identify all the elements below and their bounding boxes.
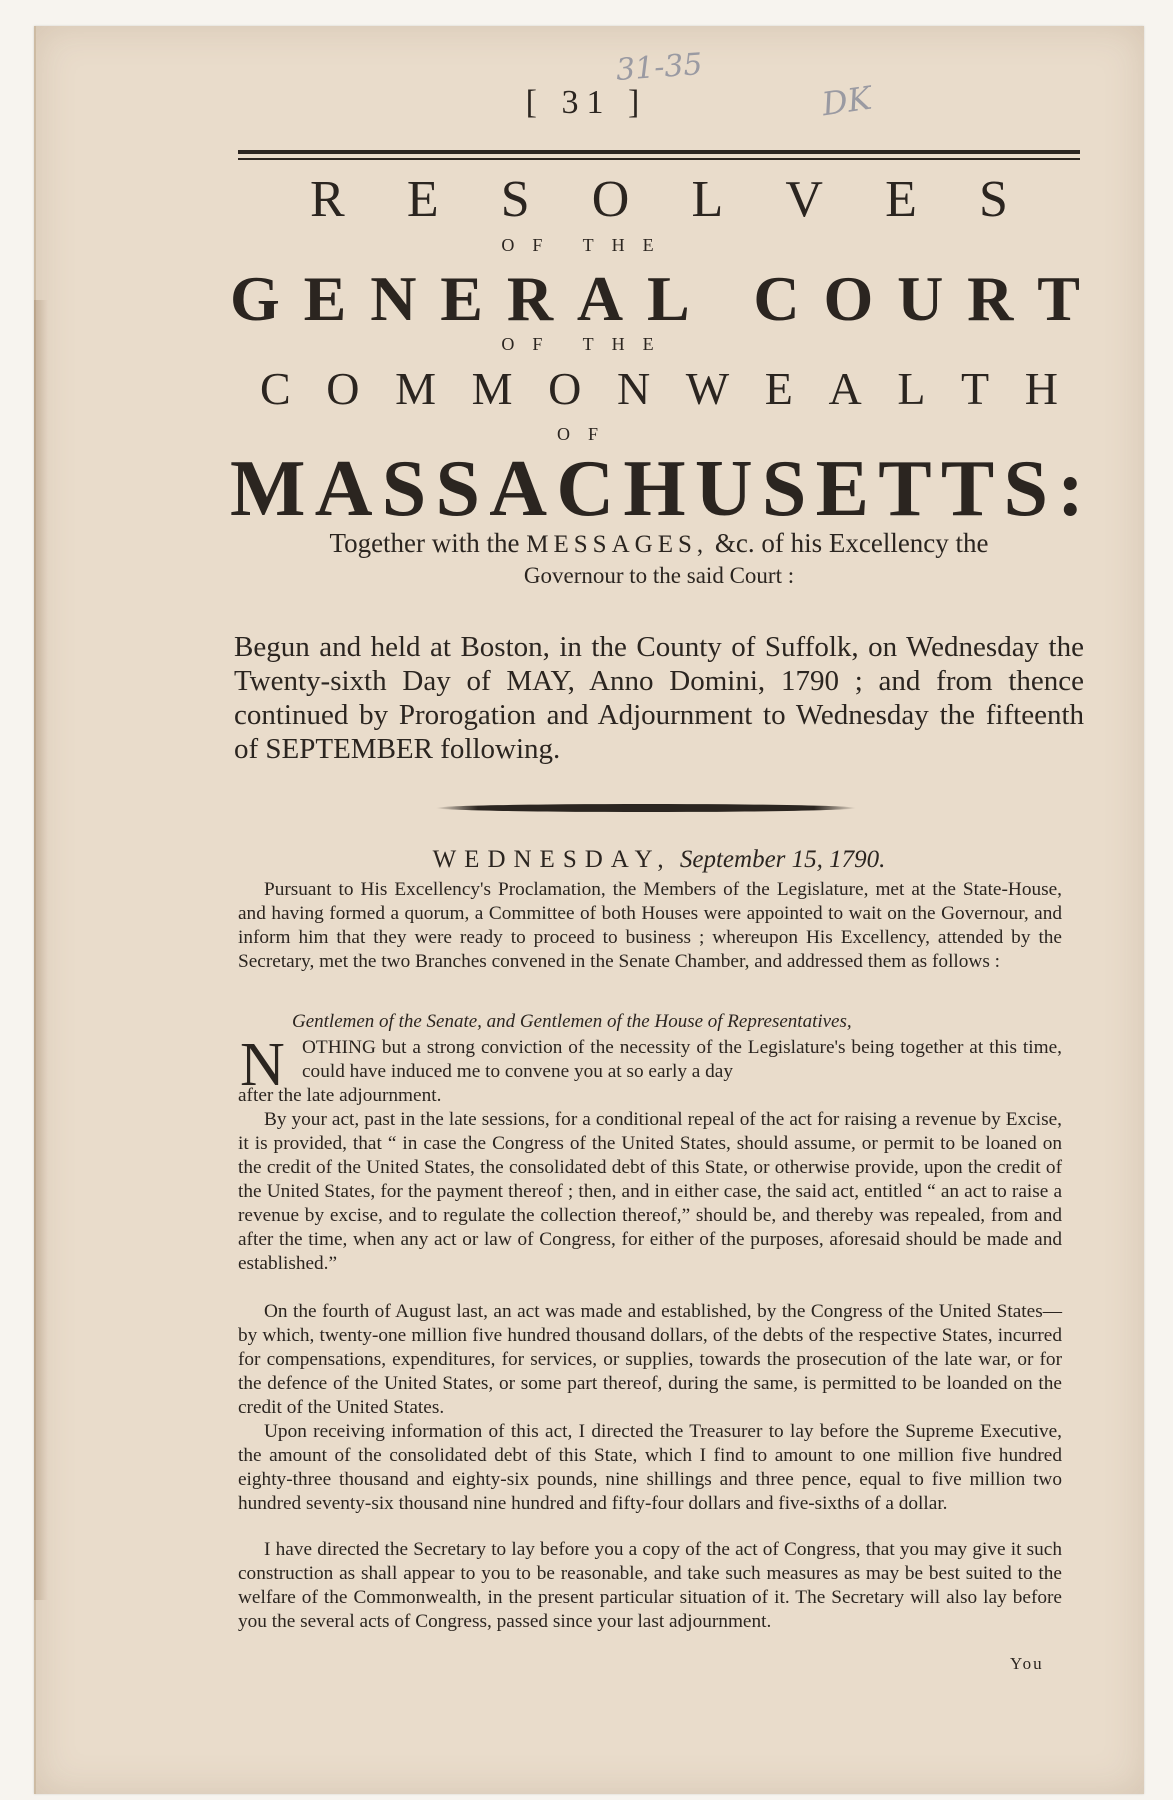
title-letter: L — [646, 263, 698, 334]
title-letter: E — [815, 445, 873, 533]
title-letter: T — [1037, 263, 1088, 334]
title-letter: C — [260, 363, 291, 414]
pencil-page-range: 31-35 — [614, 47, 704, 88]
title-letter: A — [828, 363, 862, 414]
title-letter: R — [310, 171, 345, 228]
title-letter: M — [230, 445, 310, 533]
title-letter: S — [1003, 445, 1052, 533]
title-letter: H — [1024, 363, 1058, 414]
title-letter: U — [897, 263, 952, 334]
title-space — [714, 262, 738, 336]
page-number: [ 31 ] — [525, 84, 648, 121]
title-of-the: OF THE — [501, 235, 672, 255]
salutation: Gentlemen of the Senate, and Gentlemen of the House of Representatives, — [292, 1011, 852, 1032]
title-letter: E — [303, 263, 355, 334]
catchword: You — [1010, 1654, 1044, 1673]
title-letter: O — [823, 263, 882, 334]
title-letter: S — [500, 171, 530, 228]
subtitle-together — [234, 528, 1084, 559]
title-letter: T — [940, 445, 999, 533]
title-letter: C — [753, 263, 808, 334]
double-rule — [238, 150, 1080, 160]
title-letter: G — [230, 263, 288, 334]
paragraph-secretary: I have directed the Secretary to lay before you a copy of the act of Congress, that you may give it such construction as shall appear to you to be reasonable, and take such measures as may be best suited to the welfare of the Commonwealth, in the present particular situation of it. The Secretary will also lay before you the several acts of Congress, passed since your last adjournment. — [238, 1539, 1062, 1632]
title-letter: E — [406, 171, 439, 228]
pencil-initials: DK — [819, 78, 874, 124]
title-letter: S — [381, 445, 431, 533]
title-letter: E — [764, 363, 793, 414]
title-of-the-2: OF THE — [501, 334, 672, 354]
title-letter: S — [761, 445, 811, 533]
title-letter: : — [1057, 445, 1088, 533]
title-letter: E — [885, 171, 917, 228]
title-letter: U — [694, 445, 757, 533]
day-heading-weekday: WEDNESDAY, — [432, 846, 672, 873]
paragraph-treasurer: Upon receiving information of this act, I directed the Treasurer to lay before the Supreme Executive, the amount of the consolidated debt of this State, which I find to amount to one million five hundred eighty-three thousand and eighty-six pounds, nine shillings and three pence, equal to five million two hundred seventy-six thousand nine hundred and fifty-four dollars and five-sixths of a dollar. — [238, 1421, 1062, 1514]
title-commonwealth — [230, 362, 1088, 415]
title-letter: M — [395, 363, 437, 414]
session-statement: Begun and held at Boston, in the County of Suffolk, on Wednesday the Twenty-sixth Day of MAY, Anno Domini, 1790 ; and from thence continued by Prorogation and Adjournment to Wednesday the fifteenth of SEPTEMBER following. — [234, 631, 1084, 765]
title-letter: R — [967, 263, 1022, 334]
subtitle-messages: MESSAGES, — [526, 531, 709, 558]
title-resolves — [230, 170, 1088, 229]
title-letter: S — [979, 171, 1008, 228]
title-of: OF — [556, 424, 616, 444]
title-general-court — [230, 262, 1088, 336]
title-letter: A — [576, 263, 632, 334]
subtitle-together-pre: Together with the — [329, 528, 520, 558]
day-heading-date: September 15, 1790. — [679, 846, 886, 873]
title-letter: W — [685, 363, 730, 414]
title-letter: O — [591, 171, 630, 228]
title-massachusetts — [230, 444, 1088, 535]
title-letter: L — [897, 363, 926, 414]
title-letter: T — [961, 363, 990, 414]
title-letter: L — [691, 171, 724, 228]
paper-edge-stain — [34, 300, 48, 1600]
title-letter: M — [471, 363, 513, 414]
paragraph-nothing-rest: after the late adjournment. — [238, 1085, 442, 1106]
subtitle-together-post: &c. of his Excellency the — [714, 528, 989, 558]
title-letter: O — [326, 363, 360, 414]
paragraph-proclamation: Pursuant to His Excellency's Proclamation, the Members of the Legislature, met at the State-House, and having formed a quorum, a Committee of both Houses were appointed to wait on the Governour, and inform him that they were ready to proceed to business ; whereupon His Excellency, attended by the Secretary, met the two Branches convened in the Senate Chamber, and addressed them as follows : — [238, 879, 1062, 972]
title-letter: V — [785, 171, 823, 228]
paragraph-excise-act: By your act, past in the late sessions, for a conditional repeal of the act for raising a revenue by Excise, it is provided, that “ in case the Congress of the United States, should assume, or permit to be loaned on the credit of the United States, the consolidated debt of this State, or otherwise provide, upon the credit of the United States, for the payment thereof ; then, and in either case, the said act, entitled “ an act to raise a revenue by excise, and to regulate the collection thereof,” should be, and thereby was repealed, from and after the time, when any act or law of Congress, for either of the purposes, aforesaid should be made and established.” — [238, 1109, 1062, 1274]
title-letter: N — [616, 363, 651, 414]
title-letter: S — [435, 445, 485, 533]
title-letter: N — [370, 263, 425, 334]
title-letter: E — [440, 263, 491, 334]
title-letter: A — [314, 445, 377, 533]
ornamental-rule — [436, 804, 856, 812]
drop-cap: N — [240, 1031, 285, 1099]
title-letter: C — [556, 445, 619, 533]
paragraph-nothing-first: OTHING but a strong conviction of the necessity of the Legislature's being together at this time, could have induced me to convene you at so early a day — [302, 1037, 1062, 1082]
day-heading — [234, 846, 1084, 874]
subtitle-governour: Governour to the said Court : — [523, 563, 795, 588]
title-letter: T — [878, 445, 936, 533]
title-letter: O — [548, 363, 582, 414]
title-letter: R — [506, 263, 562, 334]
title-letter: H — [623, 445, 690, 533]
title-letter: A — [489, 445, 552, 533]
paragraph-congress-act: On the fourth of August last, an act was made and established, by the Congress of the United States—by which, twenty-one million five hundred thousand dollars, of the debts of the respective States, incurred for compensations, expenditures, for services, or supplies, towards the prosecution of the late war, or for the defence of the United States, or some part thereof, during the same, is permitted to be loanded on the credit of the United States. — [238, 1301, 1062, 1418]
